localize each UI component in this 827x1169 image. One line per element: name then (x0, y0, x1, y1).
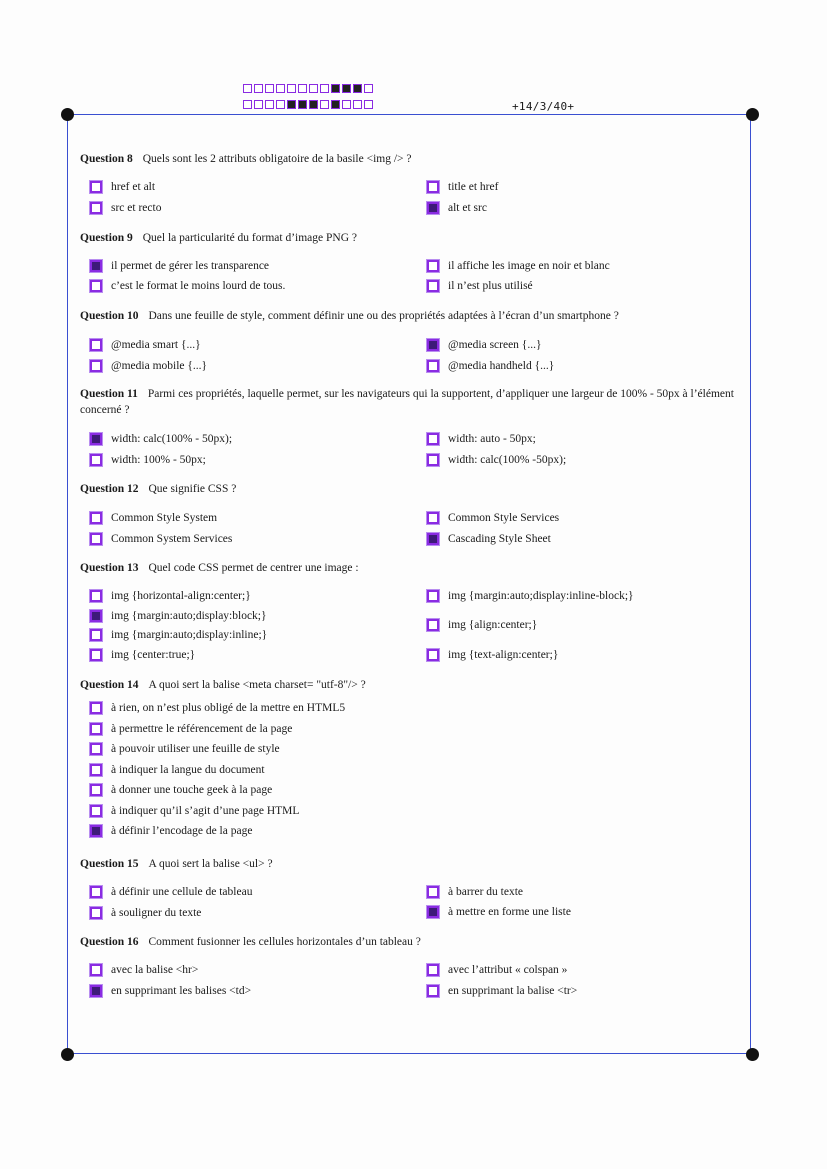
option[interactable] (90, 985, 251, 997)
corner-mark-bottom-right (746, 1048, 759, 1061)
barcode-cell (320, 100, 329, 109)
option[interactable] (90, 360, 207, 372)
checkbox[interactable] (90, 339, 102, 351)
checkbox[interactable] (90, 280, 102, 292)
checkbox[interactable] (90, 610, 102, 622)
checkbox[interactable] (427, 533, 439, 545)
option[interactable] (90, 260, 269, 272)
barcode-cell (331, 100, 340, 109)
checkbox[interactable] (427, 339, 439, 351)
checkbox[interactable] (90, 181, 102, 193)
checkbox[interactable] (90, 533, 102, 545)
option[interactable] (90, 280, 285, 292)
question-number: Question 13 (80, 562, 139, 574)
barcode-cell (298, 100, 307, 109)
option-label: alt et src (448, 202, 487, 214)
option[interactable] (90, 907, 201, 919)
option[interactable] (90, 886, 252, 898)
barcode-cell (276, 100, 285, 109)
barcode-cell (342, 100, 351, 109)
option-label: en supprimant la balise <tr> (448, 985, 578, 997)
barcode-cell (287, 100, 296, 109)
option-label: Common Style System (111, 512, 218, 524)
option-label: à indiquer la langue du document (111, 764, 265, 776)
option[interactable] (90, 181, 155, 193)
question-number: Question 9 (80, 232, 133, 244)
corner-mark-top-left (61, 108, 74, 121)
option[interactable] (427, 181, 498, 193)
option-label: img {margin:auto;display:inline-block;} (448, 590, 634, 602)
checkbox[interactable] (427, 280, 439, 292)
option[interactable] (427, 433, 536, 445)
checkbox[interactable] (90, 649, 102, 661)
option[interactable] (90, 454, 206, 466)
question-number: Question 11 (80, 388, 138, 400)
question-14 (80, 677, 740, 693)
option[interactable] (90, 825, 252, 837)
question-9 (80, 230, 740, 246)
option-label: à barrer du texte (448, 886, 524, 898)
barcode-cell (254, 100, 263, 109)
checkbox[interactable] (90, 825, 102, 837)
option[interactable] (427, 533, 551, 545)
barcode-cell (287, 84, 296, 93)
option-label: width: calc(100% - 50px); (111, 433, 233, 445)
option[interactable] (90, 533, 232, 545)
question-text: Dans une feuille de style, comment définir une ou des propriétés adaptées à l’écran d’un smartphone ? (148, 310, 619, 322)
checkbox[interactable] (90, 260, 102, 272)
option[interactable] (427, 906, 571, 918)
barcode-cell (243, 100, 252, 109)
option-label: à définir l’encodage de la page (111, 825, 253, 837)
option-label: il affiche les image en noir et blanc (448, 260, 610, 272)
option[interactable] (90, 723, 292, 735)
barcode-cell (298, 84, 307, 93)
question-10 (80, 308, 740, 324)
question-number: Question 8 (80, 153, 133, 165)
option-label: à donner une touche geek à la page (111, 784, 273, 796)
barcode-cell (265, 84, 274, 93)
option-label: @media mobile {...} (111, 360, 208, 372)
option-label: Common Style Services (448, 512, 560, 524)
barcode-cell (320, 84, 329, 93)
checkbox[interactable] (427, 590, 439, 602)
checkbox[interactable] (90, 360, 102, 372)
option-label: à permettre le référencement de la page (111, 723, 293, 735)
checkbox[interactable] (427, 619, 439, 631)
checkbox[interactable] (427, 886, 439, 898)
option[interactable] (427, 280, 533, 292)
option[interactable] (90, 512, 217, 524)
checkbox[interactable] (427, 181, 439, 193)
option[interactable] (427, 964, 567, 976)
checkbox[interactable] (427, 649, 439, 661)
option-label: width: auto - 50px; (448, 433, 536, 445)
checkbox[interactable] (90, 702, 102, 714)
checkbox[interactable] (90, 433, 102, 445)
option[interactable] (90, 649, 195, 661)
option-label: c’est le format le moins lourd de tous. (111, 280, 286, 292)
checkbox[interactable] (427, 433, 439, 445)
checkbox[interactable] (427, 964, 439, 976)
barcode-cell (353, 100, 362, 109)
option[interactable] (90, 702, 345, 714)
question-text: Quel la particularité du format d’image PNG ? (142, 232, 357, 244)
barcode-row-1 (243, 84, 373, 93)
option[interactable] (427, 454, 566, 466)
checkbox[interactable] (90, 723, 102, 735)
question-number: Question 15 (80, 858, 139, 870)
barcode-row-2 (243, 100, 373, 109)
barcode-cell (265, 100, 274, 109)
checkbox[interactable] (90, 964, 102, 976)
option-label: img {margin:auto;display:block;} (111, 610, 267, 622)
option[interactable] (427, 985, 577, 997)
question-text: A quoi sert la balise <meta charset= "utf-8"/> ? (148, 679, 366, 691)
option[interactable] (90, 202, 161, 214)
option-label: à indiquer qu’il s’agit d’une page HTML (111, 805, 300, 817)
question-text: Parmi ces propriétés, laquelle permet, sur les navigateurs qui la supportent, d’appliquer une largeur de 100% - 50px à l’élément concerné ? (80, 388, 734, 416)
checkbox[interactable] (427, 906, 439, 918)
checkbox[interactable] (90, 805, 102, 817)
question-12 (80, 481, 740, 497)
checkbox[interactable] (90, 629, 102, 641)
barcode-cell (309, 100, 318, 109)
question-text: Comment fusionner les cellules horizontales d’un tableau ? (148, 936, 421, 948)
option-label: src et recto (111, 202, 162, 214)
barcode-cell (353, 84, 362, 93)
option[interactable] (427, 619, 537, 631)
checkbox[interactable] (90, 590, 102, 602)
barcode-cell (254, 84, 263, 93)
barcode-cell (331, 84, 340, 93)
option-label: @media smart {...} (111, 339, 201, 351)
option-label: href et alt (111, 181, 156, 193)
option[interactable] (427, 512, 559, 524)
barcode-cell (364, 100, 373, 109)
option[interactable] (427, 649, 558, 661)
question-text: A quoi sert la balise <ul> ? (148, 858, 273, 870)
question-number: Question 12 (80, 483, 139, 495)
checkbox[interactable] (427, 454, 439, 466)
question-text: Quels sont les 2 attributs obligatoire de la basile <img /> ? (142, 153, 412, 165)
option[interactable] (90, 629, 267, 641)
option[interactable] (427, 590, 634, 602)
option-label: en supprimant les balises <td> (111, 985, 252, 997)
option[interactable] (90, 784, 272, 796)
checkbox[interactable] (427, 360, 439, 372)
question-13 (80, 560, 740, 576)
option-label: img {horizontal-align:center;} (111, 590, 251, 602)
option-label: à définir une cellule de tableau (111, 886, 253, 898)
barcode-cell (309, 84, 318, 93)
checkbox[interactable] (90, 454, 102, 466)
option-label: à souligner du texte (111, 907, 202, 919)
option-label: avec l’attribut « colspan » (448, 964, 568, 976)
barcode-cell (276, 84, 285, 93)
option-label: il n’est plus utilisé (448, 280, 533, 292)
option[interactable] (90, 964, 198, 976)
checkbox[interactable] (427, 202, 439, 214)
option[interactable] (427, 260, 610, 272)
option-label: img {margin:auto;display:inline;} (111, 629, 268, 641)
option-label: img {text-align:center;} (448, 649, 559, 661)
barcode-cell (243, 84, 252, 93)
checkbox[interactable] (90, 512, 102, 524)
option[interactable] (90, 764, 265, 776)
option-label: width: 100% - 50px; (111, 454, 206, 466)
option[interactable] (427, 360, 554, 372)
checkbox[interactable] (90, 886, 102, 898)
option-label: @media screen {...} (448, 339, 542, 351)
checkbox[interactable] (90, 907, 102, 919)
option-label: à mettre en forme une liste (448, 906, 571, 918)
option-label: il permet de gérer les transparence (111, 260, 270, 272)
barcode-cell (342, 84, 351, 93)
option-label: Common System Services (111, 533, 233, 545)
option[interactable] (427, 339, 541, 351)
option-label: @media handheld {...} (448, 360, 555, 372)
option[interactable] (90, 610, 267, 622)
checkbox[interactable] (427, 985, 439, 997)
option-label: à rien, on n’est plus obligé de la mettre en HTML5 (111, 702, 346, 714)
checkbox[interactable] (427, 260, 439, 272)
option[interactable] (90, 590, 251, 602)
checkbox[interactable] (90, 764, 102, 776)
question-8 (80, 151, 740, 167)
question-text: Que signifie CSS ? (148, 483, 237, 495)
option-label: avec la balise <hr> (111, 964, 199, 976)
barcode-cell (364, 84, 373, 93)
option[interactable] (90, 805, 299, 817)
question-16 (80, 934, 740, 950)
option-label: img {align:center;} (448, 619, 538, 631)
option-label: Cascading Style Sheet (448, 533, 551, 545)
question-11 (80, 386, 740, 418)
option[interactable] (90, 339, 201, 351)
option[interactable] (427, 202, 487, 214)
option-label: title et href (448, 181, 499, 193)
option-label: width: calc(100% -50px); (448, 454, 567, 466)
option[interactable] (90, 743, 280, 755)
question-text: Quel code CSS permet de centrer une image : (148, 562, 359, 574)
checkbox[interactable] (90, 784, 102, 796)
question-number: Question 16 (80, 936, 139, 948)
corner-mark-bottom-left (61, 1048, 74, 1061)
sheet-id: +14/3/40+ (512, 100, 575, 113)
option[interactable] (427, 886, 523, 898)
checkbox[interactable] (90, 202, 102, 214)
corner-mark-top-right (746, 108, 759, 121)
checkbox[interactable] (427, 512, 439, 524)
question-number: Question 14 (80, 679, 139, 691)
question-15 (80, 856, 740, 872)
option-label: img {center:true;} (111, 649, 196, 661)
option-label: à pouvoir utiliser une feuille de style (111, 743, 280, 755)
checkbox[interactable] (90, 743, 102, 755)
checkbox[interactable] (90, 985, 102, 997)
question-number: Question 10 (80, 310, 139, 322)
option[interactable] (90, 433, 232, 445)
